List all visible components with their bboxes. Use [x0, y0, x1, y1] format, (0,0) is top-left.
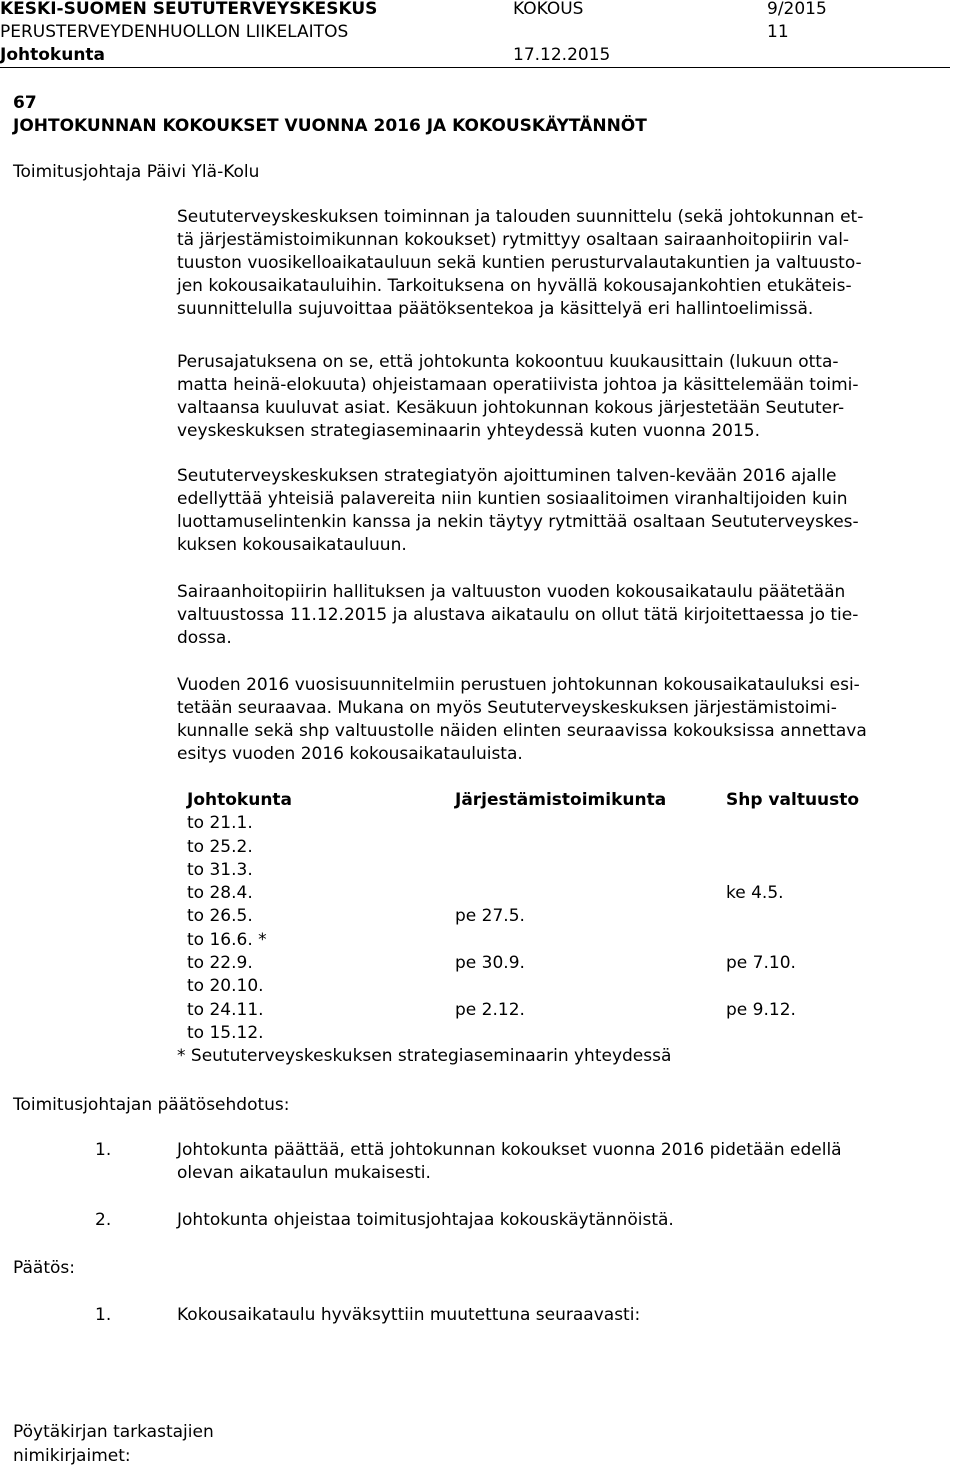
sub-organization: PERUSTERVEYDENHUOLLON LIIKELAITOS — [0, 22, 349, 42]
document-type: KOKOUS — [513, 0, 584, 19]
schedule-table — [187, 790, 907, 1046]
column-header: Johtokunta — [187, 790, 293, 810]
paragraph: Perusajatuksena on se, että johtokunta kokoontuu kuukausittain (lukuun otta- matta heinä-elokuuta) ohjeistamaan operatiivista johtoa ja käsittelemään toimi- valtaansa kuuluvat asiat. Kesäkuun johtokunnan kokous järjestetään Seututer- veyskeskuksen strategiaseminaarin yhteydessä kuten vuonna 2015. — [177, 352, 859, 441]
table-row: to 31.3. — [187, 859, 253, 880]
table-row: to 22.9. pe 30.9. pe 7.10. — [187, 953, 796, 974]
list-number: 1. — [95, 1305, 112, 1325]
footer-label: nimikirjaimet: — [13, 1446, 131, 1466]
column-header: Järjestämistoimikunta — [455, 790, 667, 810]
table-row: to 26.5. pe 27.5. — [187, 906, 525, 927]
proposal-label: Toimitusjohtajan päätösehdotus: — [13, 1095, 290, 1115]
table-footnote: * Seututerveyskeskuksen strategiaseminaarin yhteydessä — [177, 1046, 672, 1066]
paragraph: Seututerveyskeskuksen toiminnan ja talouden suunnittelu (sekä johtokunnan et- tä järjestämistoimikunnan kokoukset) rytmittyy osaltaan sairaanhoitopiirin val- tuuston vuosikelloaikatauluun sekä kuntien perusturvalautakuntien ja valtuusto- jen kokousaikatauluihin. Tarkoituksena on hyvällä kokousajankohtien etukäteis- suunnittelulla sujuvoittaa päätöksentekoa ja käsittelyä eri hallintoelimissä. — [177, 207, 864, 319]
list-item: Johtokunta päättää, että johtokunnan kokoukset vuonna 2016 pidetään edellä — [177, 1140, 842, 1160]
decision-label: Päätös: — [13, 1258, 75, 1278]
item-number: 67 — [13, 93, 37, 113]
paragraph: Seututerveyskeskuksen strategiatyön ajoittuminen talven-kevään 2016 ajalle edellyttää yhteisiä palavereita niin kuntien sosiaalitoimen viranhaltijoiden kuin luottamuselintenkin kanssa ja nekin täytyy rytmittää osaltaan Seututerveyskes- kuksen kokousaikatauluun. — [177, 466, 859, 555]
list-item: Kokousaikataulu hyväksyttiin muutettuna seuraavasti: — [177, 1305, 641, 1325]
table-row: to 25.2. — [187, 836, 253, 857]
item-title: JOHTOKUNNAN KOKOUKSET VUONNA 2016 JA KOKOUSKÄYTÄNNÖT — [13, 116, 647, 136]
table-row: to 28.4. ke 4.5. — [187, 883, 784, 904]
table-row: to 16.6. * — [187, 929, 267, 950]
page-number: 11 — [767, 22, 789, 42]
column-header: Shp valtuusto — [726, 790, 860, 810]
presenter: Toimitusjohtaja Päivi Ylä-Kolu — [13, 162, 260, 182]
list-number: 2. — [95, 1210, 112, 1230]
table-row: to 24.11. pe 2.12. pe 9.12. — [187, 999, 796, 1020]
table-row: to 20.10. — [187, 976, 264, 997]
footer-label: Pöytäkirjan tarkastajien — [13, 1422, 214, 1442]
header-divider — [0, 67, 950, 68]
organization-name: KESKI-SUOMEN SEUTUTERVEYSKESKUS — [0, 0, 378, 19]
paragraph: Sairaanhoitopiirin hallituksen ja valtuuston vuoden kokousaikataulu päätetään valtuustossa 11.12.2015 ja alustava aikataulu on ollut tätä kirjoitettaessa jo tie- dossa. — [177, 582, 859, 648]
table-row: to 21.1. — [187, 813, 253, 834]
table-header-row — [187, 790, 907, 813]
list-item: Johtokunta ohjeistaa toimitusjohtajaa kokouskäytännöistä. — [177, 1210, 674, 1230]
meeting-number: 9/2015 — [767, 0, 827, 19]
table-row: to 15.12. — [187, 1022, 264, 1043]
list-number: 1. — [95, 1140, 112, 1160]
paragraph: Vuoden 2016 vuosisuunnitelmiin perustuen johtokunnan kokousaikatauluksi esi- tetään seuraavaa. Mukana on myös Seututerveyskeskuksen järjestämistoimi- kunnalle sekä shp valtuustolle näiden elinten seuraavissa kokouksissa annettava esitys vuoden 2016 kokousaikatauluista. — [177, 675, 867, 764]
list-item: olevan aikataulun mukaisesti. — [177, 1163, 431, 1183]
body-name: Johtokunta — [0, 45, 106, 65]
meeting-date: 17.12.2015 — [513, 45, 611, 65]
